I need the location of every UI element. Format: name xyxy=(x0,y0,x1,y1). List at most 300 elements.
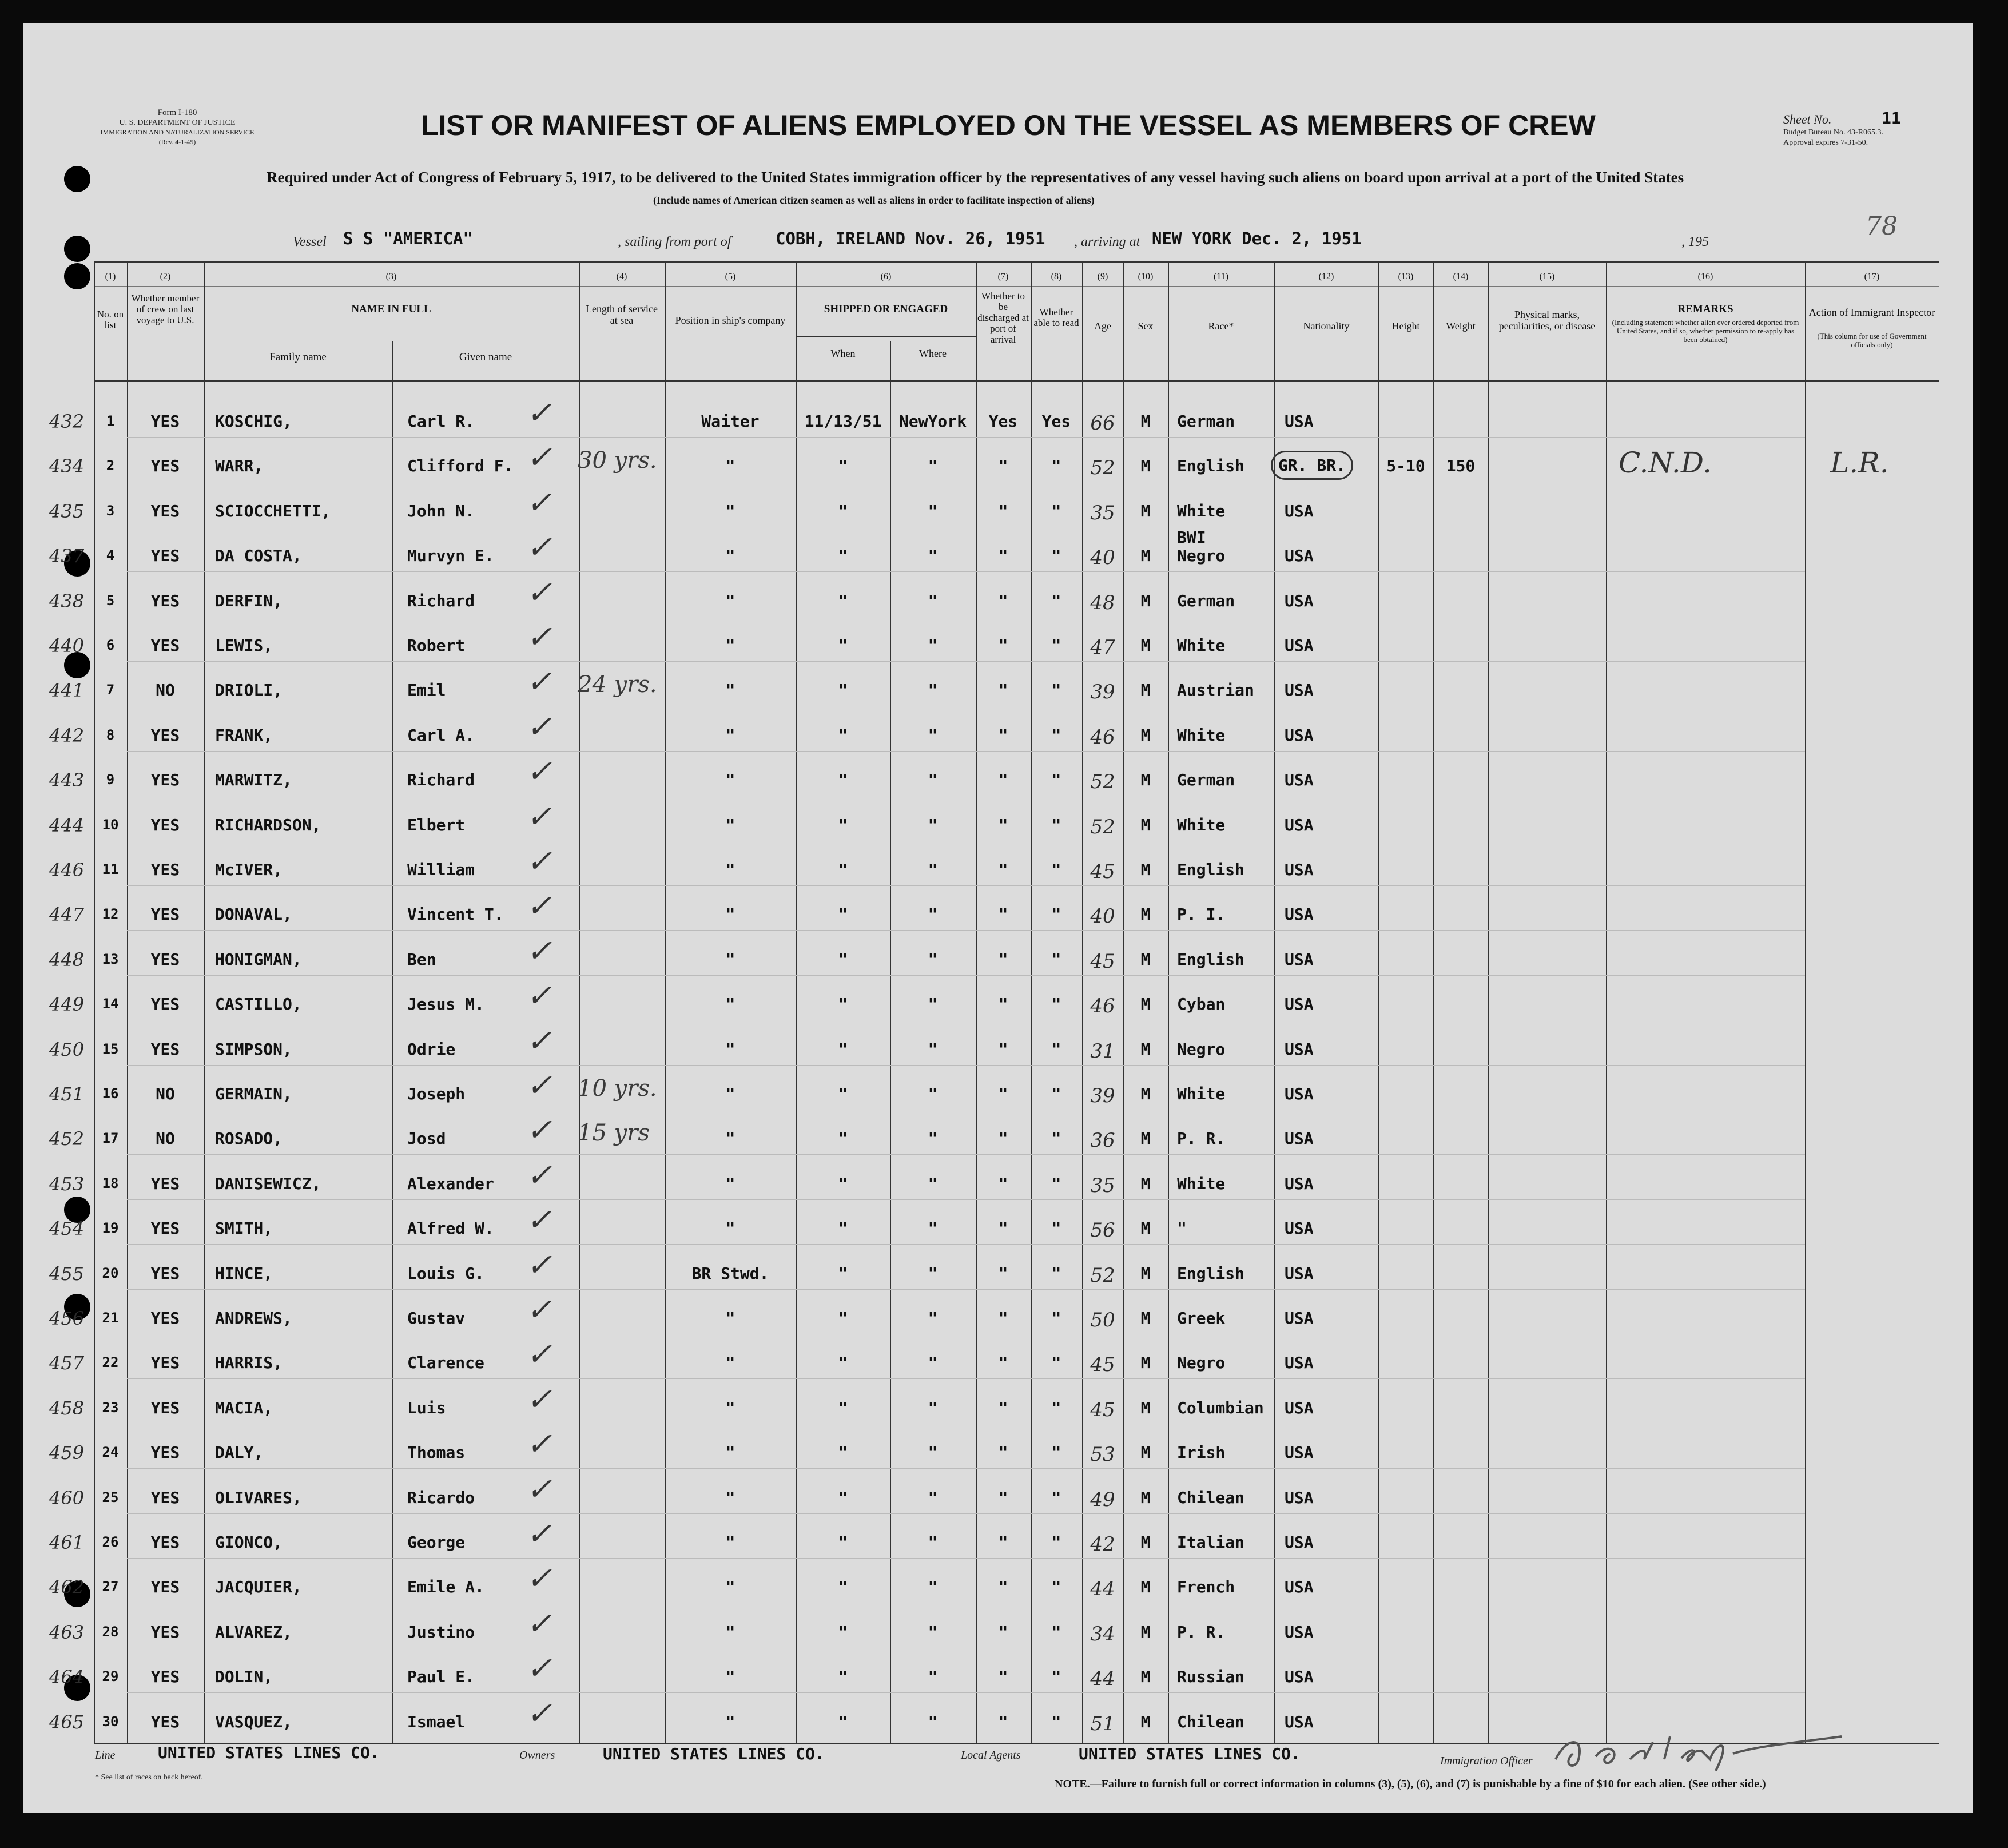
page-title: LIST OR MANIFEST OF ALIENS EMPLOYED ON THE VESSEL AS MEMBERS OF CREW xyxy=(421,109,1596,141)
header-discharged: Whether to be discharged at port of arrival xyxy=(977,291,1029,345)
given-name: Ismael xyxy=(407,1712,466,1731)
column-rule xyxy=(204,263,205,1743)
discharged: " xyxy=(998,591,1008,610)
arriving-at: NEW YORK Dec. 2, 1951 xyxy=(1152,229,1362,248)
last-voyage: NO xyxy=(156,1129,175,1148)
family-name: DRIOLI, xyxy=(215,681,283,700)
row-number: 28 xyxy=(102,1623,119,1640)
shipped-where: " xyxy=(928,1263,938,1283)
age: 49 xyxy=(1090,1488,1115,1511)
family-name: DERFIN, xyxy=(215,591,283,610)
nationality: USA xyxy=(1285,681,1314,700)
service-at-sea: 30 yrs. xyxy=(578,447,657,474)
given-name: Carl R. xyxy=(407,412,475,431)
discharged: " xyxy=(998,456,1008,476)
service-at-sea: 10 yrs. xyxy=(578,1075,657,1102)
row-guide xyxy=(127,1692,1805,1693)
check-mark: ✓ xyxy=(526,1605,552,1642)
discharged: " xyxy=(998,1533,1008,1552)
column-rule xyxy=(1433,263,1434,1743)
race: German xyxy=(1177,412,1235,431)
shipped-when: " xyxy=(838,1443,848,1462)
column-rule xyxy=(1606,263,1607,1743)
position: " xyxy=(725,1309,735,1328)
last-voyage: YES xyxy=(150,1039,180,1059)
header-physical-marks: Physical marks, peculiarities, or disease xyxy=(1498,309,1596,332)
row-guide xyxy=(127,1558,1805,1559)
sex: M xyxy=(1140,681,1151,700)
age: 31 xyxy=(1090,1039,1115,1063)
shipped-when: " xyxy=(838,681,848,700)
sex: M xyxy=(1140,1398,1151,1417)
able-to-read: " xyxy=(1051,770,1061,790)
able-to-read: " xyxy=(1051,995,1061,1014)
row-number: 20 xyxy=(102,1265,119,1281)
position: " xyxy=(725,546,735,566)
shipped-where: " xyxy=(928,1667,938,1687)
row-guide xyxy=(127,571,1805,572)
shipped-where: " xyxy=(928,1219,938,1238)
family-name: HINCE, xyxy=(215,1263,273,1283)
age: 66 xyxy=(1090,412,1115,435)
family-name: HARRIS, xyxy=(215,1353,283,1373)
shipped-when: " xyxy=(838,770,848,790)
margin-number: 460 xyxy=(49,1487,85,1509)
discharged: " xyxy=(998,949,1008,969)
age: 42 xyxy=(1090,1533,1115,1556)
shipped-where: " xyxy=(928,860,938,879)
able-to-read: Yes xyxy=(1041,412,1071,431)
column-number: (3) xyxy=(385,272,397,281)
given-name: Emil xyxy=(407,681,446,700)
age: 45 xyxy=(1090,860,1115,883)
able-to-read: " xyxy=(1051,1084,1061,1103)
row-number: 23 xyxy=(102,1399,119,1416)
nationality: USA xyxy=(1285,1263,1314,1283)
shipped-where: " xyxy=(928,1488,938,1507)
position: " xyxy=(725,995,735,1014)
position: " xyxy=(725,591,735,610)
row-guide xyxy=(127,1065,1805,1066)
age: 39 xyxy=(1090,681,1115,704)
column-rule xyxy=(1805,263,1806,1743)
age: 52 xyxy=(1090,770,1115,794)
age: 45 xyxy=(1090,949,1115,973)
check-mark: ✓ xyxy=(526,1202,552,1238)
position: " xyxy=(725,456,735,476)
shipped-when: " xyxy=(838,905,848,924)
row-number: 14 xyxy=(102,996,119,1012)
margin-number: 434 xyxy=(49,455,85,478)
discharged: " xyxy=(998,1174,1008,1193)
row-guide xyxy=(127,1378,1805,1379)
family-name: GIONCO, xyxy=(215,1533,283,1552)
column-number: (13) xyxy=(1398,272,1414,281)
row-guide xyxy=(127,930,1805,931)
shipped-when: " xyxy=(838,1667,848,1687)
check-mark: ✓ xyxy=(526,529,552,566)
row-number: 18 xyxy=(102,1175,119,1191)
last-voyage: YES xyxy=(150,949,180,969)
position: " xyxy=(725,1353,735,1373)
age: 46 xyxy=(1090,995,1115,1018)
header-given-name: Given name xyxy=(459,351,512,363)
row-number: 22 xyxy=(102,1354,119,1371)
family-name: CASTILLO, xyxy=(215,995,302,1014)
row-number: 29 xyxy=(102,1668,119,1685)
arriving-label: , arriving at xyxy=(1074,235,1140,249)
family-name: McIVER, xyxy=(215,860,283,879)
given-name: Robert xyxy=(407,636,466,655)
include-note: (Include names of American citizen seamen as well as aliens in order to facilitate inspection of aliens) xyxy=(653,194,1095,206)
sex: M xyxy=(1140,995,1151,1014)
given-name: Elbert xyxy=(407,815,466,834)
race: P. R. xyxy=(1177,1622,1226,1642)
header-height: Height xyxy=(1391,320,1420,332)
margin-number: 446 xyxy=(49,859,85,881)
header-family-name: Family name xyxy=(269,351,327,363)
column-rule xyxy=(392,341,393,1743)
margin-number: 447 xyxy=(49,904,85,926)
discharged: " xyxy=(998,1398,1008,1417)
shipped-where: " xyxy=(928,1443,938,1462)
family-name: DANISEWICZ, xyxy=(215,1174,321,1193)
shipped-when: " xyxy=(838,636,848,655)
shipped-where: " xyxy=(928,1577,938,1597)
check-mark: ✓ xyxy=(526,843,552,879)
position: " xyxy=(725,1443,735,1462)
position: " xyxy=(725,1084,735,1103)
header-position: Position in ship's company xyxy=(675,315,786,326)
race: Negro xyxy=(1177,1353,1226,1373)
race: Italian xyxy=(1177,1533,1245,1552)
shipped-where: " xyxy=(928,1622,938,1642)
column-number: (2) xyxy=(160,272,171,281)
nationality: USA xyxy=(1285,1353,1314,1373)
age: 50 xyxy=(1090,1309,1115,1332)
race: Irish xyxy=(1177,1443,1226,1462)
nationality: USA xyxy=(1285,1309,1314,1328)
margin-number: 441 xyxy=(49,679,85,702)
able-to-read: " xyxy=(1051,1622,1061,1642)
column-number: (1) xyxy=(105,272,116,281)
nationality: USA xyxy=(1285,546,1314,566)
column-number: (6) xyxy=(880,272,892,281)
service-at-sea: 15 yrs xyxy=(578,1120,650,1147)
nationality: USA xyxy=(1285,1488,1314,1507)
check-mark: ✓ xyxy=(526,1112,552,1148)
check-mark: ✓ xyxy=(526,977,552,1014)
family-name: LEWIS, xyxy=(215,636,273,655)
shipped-where: " xyxy=(928,1084,938,1103)
form-number: Form I-180 xyxy=(157,108,197,117)
race: White xyxy=(1177,636,1226,655)
header-action: Action of Immigrant Inspector xyxy=(1808,307,1935,318)
row-number: 3 xyxy=(106,502,115,519)
margin-number: 435 xyxy=(49,500,85,522)
race: Chilean xyxy=(1177,1712,1245,1731)
check-mark: ✓ xyxy=(526,798,552,834)
able-to-read: " xyxy=(1051,1039,1061,1059)
owners-value: UNITED STATES LINES CO. xyxy=(603,1744,825,1763)
row-number: 2 xyxy=(106,458,115,474)
discharged: " xyxy=(998,636,1008,655)
sex: M xyxy=(1140,1263,1151,1283)
revision: (Rev. 4-1-45) xyxy=(158,138,196,146)
able-to-read: " xyxy=(1051,815,1061,834)
sex: M xyxy=(1140,1577,1151,1597)
age: 46 xyxy=(1090,725,1115,749)
colnum-rule xyxy=(94,286,1939,287)
able-to-read: " xyxy=(1051,1219,1061,1238)
discharged: " xyxy=(998,860,1008,879)
row-guide xyxy=(127,661,1805,662)
position: " xyxy=(725,905,735,924)
check-mark: ✓ xyxy=(526,708,552,745)
nationality: USA xyxy=(1285,1667,1314,1687)
family-name: HONIGMAN, xyxy=(215,949,302,969)
able-to-read: " xyxy=(1051,1309,1061,1328)
shipped-where: " xyxy=(928,681,938,700)
nationality: USA xyxy=(1285,949,1314,969)
shipped-when: 11/13/51 xyxy=(804,412,882,431)
margin-number: 443 xyxy=(49,769,85,792)
discharged: " xyxy=(998,501,1008,520)
last-voyage: YES xyxy=(150,501,180,520)
header-where: Where xyxy=(919,348,947,359)
subheader-rule-shipped xyxy=(796,336,976,337)
nationality: USA xyxy=(1285,1084,1314,1103)
sailing-from: COBH, IRELAND Nov. 26, 1951 xyxy=(776,229,1045,248)
row-number: 5 xyxy=(106,592,115,609)
position: " xyxy=(725,681,735,700)
column-number: (10) xyxy=(1138,272,1154,281)
family-name: SCIOCCHETTI, xyxy=(215,501,331,520)
check-mark: ✓ xyxy=(526,932,552,969)
shipped-when: " xyxy=(838,1309,848,1328)
row-number: 27 xyxy=(102,1579,119,1595)
row-guide xyxy=(127,1199,1805,1200)
given-name: Ricardo xyxy=(407,1488,475,1507)
margin-number: 452 xyxy=(49,1128,85,1150)
nationality: USA xyxy=(1285,636,1314,655)
given-name: Paul E. xyxy=(407,1667,475,1687)
position: " xyxy=(725,501,735,520)
shipped-where: " xyxy=(928,1039,938,1059)
column-number: (12) xyxy=(1318,272,1334,281)
shipped-when: " xyxy=(838,1039,848,1059)
age: 39 xyxy=(1090,1084,1115,1107)
family-name: WARR, xyxy=(215,456,264,476)
sex: M xyxy=(1140,1622,1151,1642)
last-voyage: YES xyxy=(150,725,180,745)
last-voyage: YES xyxy=(150,995,180,1014)
nationality: USA xyxy=(1285,1622,1314,1642)
age: 47 xyxy=(1090,636,1115,659)
margin-number: 462 xyxy=(49,1576,85,1599)
shipped-when: " xyxy=(838,501,848,520)
margin-number: 458 xyxy=(49,1397,85,1419)
given-name: Alexander xyxy=(407,1174,494,1193)
header-race: Race* xyxy=(1208,320,1234,332)
last-voyage: YES xyxy=(150,1219,180,1238)
age: 52 xyxy=(1090,1263,1115,1287)
race: White xyxy=(1177,1174,1226,1193)
margin-number: 456 xyxy=(49,1307,85,1329)
family-name: DALY, xyxy=(215,1443,264,1462)
given-name: John N. xyxy=(407,501,475,520)
shipped-when: " xyxy=(838,995,848,1014)
header-action-sub: (This column for use of Government officials only) xyxy=(1817,332,1927,349)
position: BR Stwd. xyxy=(691,1263,769,1283)
check-mark: ✓ xyxy=(526,1695,552,1731)
column-number: (15) xyxy=(1539,272,1555,281)
margin-number: 459 xyxy=(49,1442,85,1464)
able-to-read: " xyxy=(1051,1174,1061,1193)
column-number: (4) xyxy=(616,272,627,281)
row-guide xyxy=(127,1289,1805,1290)
shipped-when: " xyxy=(838,815,848,834)
row-number: 7 xyxy=(106,682,115,698)
discharged: " xyxy=(998,1622,1008,1642)
family-name: ROSADO, xyxy=(215,1129,283,1148)
position: " xyxy=(725,1219,735,1238)
shipped-when: " xyxy=(838,1219,848,1238)
discharged: " xyxy=(998,1219,1008,1238)
race: English xyxy=(1177,949,1245,969)
discharged: " xyxy=(998,725,1008,745)
header-sex: Sex xyxy=(1138,320,1154,332)
family-name: SMITH, xyxy=(215,1219,273,1238)
row-guide xyxy=(127,1513,1805,1514)
approval-expiry: Approval expires 7-31-50. xyxy=(1783,138,1868,147)
discharged: " xyxy=(998,1712,1008,1731)
shipped-where: " xyxy=(928,546,938,566)
age: 45 xyxy=(1090,1353,1115,1377)
able-to-read: " xyxy=(1051,1443,1061,1462)
row-number: 15 xyxy=(102,1040,119,1057)
discharged: " xyxy=(998,681,1008,700)
shipped-when: " xyxy=(838,1353,848,1373)
race: Greek xyxy=(1177,1309,1226,1328)
family-name: RICHARDSON, xyxy=(215,815,321,834)
officer-signature xyxy=(1544,1725,1864,1777)
race: English xyxy=(1177,456,1245,476)
given-name: Clarence xyxy=(407,1353,484,1373)
shipped-when: " xyxy=(838,1488,848,1507)
header-when: When xyxy=(830,348,856,359)
last-voyage: YES xyxy=(150,1398,180,1417)
given-name: George xyxy=(407,1533,466,1552)
margin-number: 463 xyxy=(49,1621,85,1643)
nationality: USA xyxy=(1285,860,1314,879)
last-voyage: YES xyxy=(150,860,180,879)
shipped-when: " xyxy=(838,1398,848,1417)
nationality: USA xyxy=(1285,770,1314,790)
given-name: Gustav xyxy=(407,1309,466,1328)
sex: M xyxy=(1140,546,1151,566)
department: U. S. DEPARTMENT OF JUSTICE xyxy=(119,118,236,127)
check-mark: ✓ xyxy=(526,1426,552,1462)
column-rule xyxy=(1378,263,1379,1743)
shipped-where: " xyxy=(928,1174,938,1193)
discharged: " xyxy=(998,1084,1008,1103)
given-name: Richard xyxy=(407,591,475,610)
able-to-read: " xyxy=(1051,860,1061,879)
position: " xyxy=(725,1174,735,1193)
row-number: 30 xyxy=(102,1713,119,1730)
nationality: USA xyxy=(1285,1039,1314,1059)
last-voyage: YES xyxy=(150,1488,180,1507)
age: 51 xyxy=(1090,1712,1115,1735)
family-name: DOLIN, xyxy=(215,1667,273,1687)
last-voyage: YES xyxy=(150,546,180,566)
able-to-read: " xyxy=(1051,1533,1061,1552)
punch-hole xyxy=(64,236,90,262)
able-to-read: " xyxy=(1051,546,1061,566)
row-number: 26 xyxy=(102,1534,119,1550)
last-voyage: YES xyxy=(150,1622,180,1642)
race: German xyxy=(1177,591,1235,610)
age: 48 xyxy=(1090,591,1115,614)
service-at-sea: 24 yrs. xyxy=(578,671,657,698)
header-service-at-sea: Length of service at sea xyxy=(586,303,658,326)
race: French xyxy=(1177,1577,1235,1597)
race: Negro xyxy=(1177,546,1226,566)
sex: M xyxy=(1140,1667,1151,1687)
position: " xyxy=(725,770,735,790)
row-guide xyxy=(127,751,1805,752)
last-voyage: NO xyxy=(156,681,175,700)
last-voyage: YES xyxy=(150,815,180,834)
last-voyage: YES xyxy=(150,636,180,655)
margin-number: 449 xyxy=(49,993,85,1016)
height: 5-10 xyxy=(1386,456,1425,476)
position: " xyxy=(725,1533,735,1552)
nationality: USA xyxy=(1285,412,1314,431)
given-name: Clifford F. xyxy=(407,456,514,476)
last-voyage: YES xyxy=(150,770,180,790)
row-number: 19 xyxy=(102,1220,119,1237)
discharged: Yes xyxy=(988,412,1018,431)
race: White xyxy=(1177,1084,1226,1103)
shipped-where: " xyxy=(928,1309,938,1328)
sex: M xyxy=(1140,905,1151,924)
able-to-read: " xyxy=(1051,456,1061,476)
sex: M xyxy=(1140,501,1151,520)
row-number: 9 xyxy=(106,772,115,788)
nationality: USA xyxy=(1285,725,1314,745)
margin-number: 448 xyxy=(49,948,85,971)
header-no-on-list: No. on list xyxy=(97,309,124,331)
margin-number: 451 xyxy=(49,1083,85,1105)
family-name: MACIA, xyxy=(215,1398,273,1417)
position: " xyxy=(725,1039,735,1059)
row-number: 17 xyxy=(102,1130,119,1147)
able-to-read: " xyxy=(1051,1263,1061,1283)
shipped-where: " xyxy=(928,1712,938,1731)
row-guide xyxy=(127,1244,1805,1245)
last-voyage: YES xyxy=(150,591,180,610)
shipped-when: " xyxy=(838,1577,848,1597)
sex: M xyxy=(1140,1488,1151,1507)
discharged: " xyxy=(998,546,1008,566)
discharged: " xyxy=(998,815,1008,834)
header-name-in-full: NAME IN FULL xyxy=(351,303,431,315)
margin-number: 450 xyxy=(49,1038,85,1060)
sex: M xyxy=(1140,1219,1151,1238)
age: 40 xyxy=(1090,905,1115,928)
